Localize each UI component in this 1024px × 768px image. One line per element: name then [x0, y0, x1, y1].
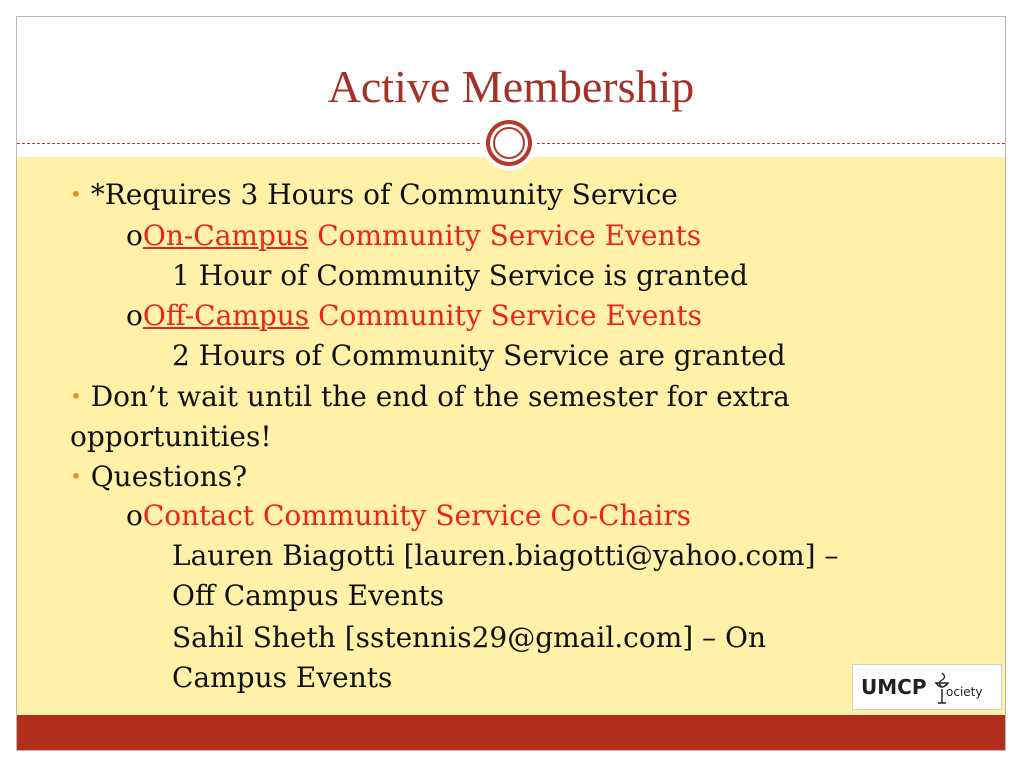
sub-bullet-text: Community Service Events — [309, 299, 702, 332]
contact-text: Off Campus Events — [172, 579, 445, 612]
contact-text: Campus Events — [172, 661, 393, 694]
slide-title: Active Membership — [327, 61, 695, 112]
footer-bar — [17, 715, 1005, 750]
bullet-marker: • — [70, 464, 82, 488]
sub-bullet-item — [126, 217, 701, 255]
bullet-text: Questions? — [90, 460, 248, 493]
bullet-item — [70, 377, 790, 416]
detail-line — [172, 337, 786, 375]
sub-bullet-item — [126, 497, 691, 535]
detail-text: 2 Hours of Community Service are granted — [172, 339, 786, 372]
contact-line — [172, 659, 392, 697]
contact-line — [172, 619, 766, 657]
sub-bullet-text: Community Service Events — [308, 219, 702, 252]
off-campus-link[interactable]: Off-Campus — [142, 299, 310, 332]
contact-line — [172, 577, 444, 615]
sub-bullet-marker: o — [126, 499, 143, 532]
sub-bullet-item — [126, 297, 702, 335]
bullet-text: Don’t wait until the end of the semester for extra — [90, 380, 790, 413]
bullet-item — [70, 175, 678, 214]
bullet-text: opportunities! — [70, 420, 272, 453]
sub-bullet-text: Contact Community Service Co-Chairs — [142, 499, 691, 532]
bullet-marker: • — [70, 384, 82, 408]
sub-bullet-marker: o — [126, 299, 143, 332]
detail-line — [172, 257, 748, 295]
bullet-continuation — [70, 418, 272, 456]
contact-text: Sahil Sheth [sstennis29@gmail.com] – On — [172, 621, 766, 654]
contact-line — [172, 537, 838, 575]
sub-bullet-marker: o — [126, 219, 143, 252]
society-logo — [852, 664, 1002, 710]
logo-subtext: ociety — [946, 685, 983, 699]
ornament-circle-line — [493, 127, 525, 159]
contact-text: Lauren Biagotti [lauren.biagotti@yahoo.com] – — [172, 539, 839, 572]
logo-text: UMCP — [861, 675, 927, 699]
bullet-text: *Requires 3 Hours of Community Service — [90, 178, 678, 211]
detail-text: 1 Hour of Community Service is granted — [172, 259, 748, 292]
bullet-item — [70, 457, 247, 496]
on-campus-link[interactable]: On-Campus — [142, 219, 309, 252]
bullet-marker: • — [70, 182, 82, 206]
